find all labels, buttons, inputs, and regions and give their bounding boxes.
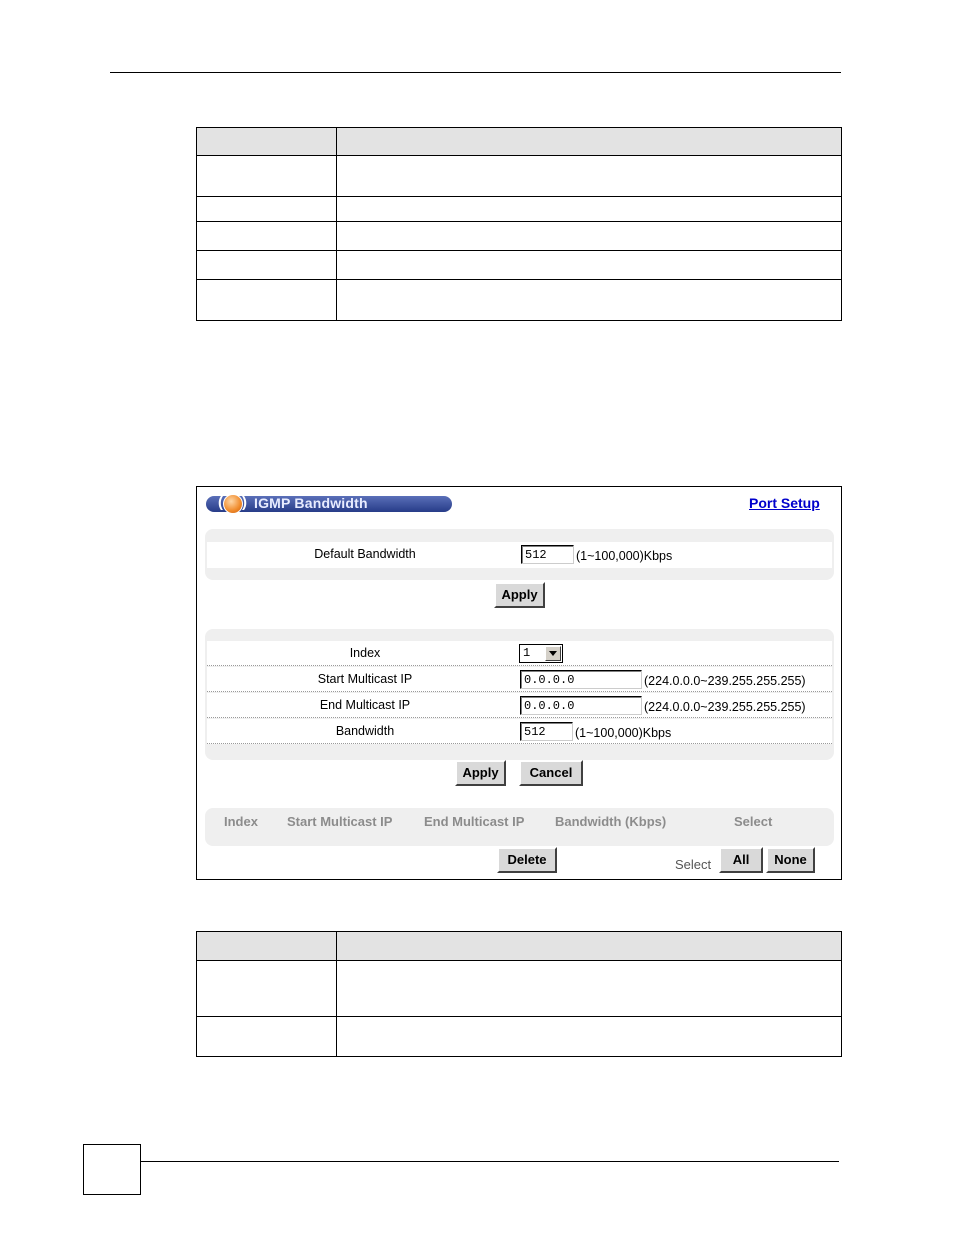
orb-icon [223,494,243,514]
column-header-bandwidth: Bandwidth (Kbps) [555,814,667,829]
select-none-button[interactable]: None [766,847,815,873]
title-bracket-right: ) [242,494,247,511]
table-cell [197,156,337,197]
end-ip-label: End Multicast IP [319,698,411,712]
page-title: IGMP Bandwidth [254,495,368,511]
delete-button[interactable]: Delete [497,847,557,873]
table-cell [337,197,842,222]
default-bandwidth-input[interactable]: 512 [521,545,574,564]
default-bandwidth-panel [205,529,834,580]
header-rule [110,72,841,73]
port-setup-link[interactable]: Port Setup [749,495,820,511]
bottom-doc-table [196,931,842,1057]
index-select[interactable] [519,644,563,663]
bandwidth-entry-panel [205,629,834,760]
top-doc-table [196,127,842,321]
default-bandwidth-label: Default Bandwidth [314,547,416,561]
default-bandwidth-hint: (1~100,000)Kbps [576,549,673,563]
table-header-cell [337,932,842,961]
index-select-value: 1 [523,646,531,660]
table-header-cell [337,128,842,156]
entry-cancel-button[interactable]: Cancel [519,760,583,786]
table-cell [337,222,842,251]
table-cell [337,156,842,197]
entry-apply-button[interactable]: Apply [455,760,506,786]
bandwidth-input[interactable]: 512 [520,722,573,741]
table-cell [337,280,842,321]
table-header-cell [197,932,337,961]
end-ip-hint: (224.0.0.0~239.255.255.255) [644,700,806,714]
table-cell [337,961,842,1017]
table-cell [197,280,337,321]
index-label: Index [349,646,381,660]
index-row [207,641,832,666]
title-bracket-left: ( [218,494,223,511]
table-cell [337,251,842,280]
table-cell [197,251,337,280]
default-bandwidth-row [207,542,832,568]
table-cell [197,1017,337,1057]
bandwidth-hint: (1~100,000)Kbps [575,726,672,740]
column-header-start-ip: Start Multicast IP [287,814,393,829]
column-header-select: Select [734,814,773,829]
start-ip-label: Start Multicast IP [317,672,413,686]
summary-table [205,808,834,846]
table-header-cell [197,128,337,156]
table-cell [197,197,337,222]
default-apply-button[interactable]: Apply [494,582,545,608]
column-header-end-ip: End Multicast IP [424,814,525,829]
table-cell [197,961,337,1017]
start-ip-hint: (224.0.0.0~239.255.255.255) [644,674,806,688]
table-cell [337,1017,842,1057]
page-number-box [83,1144,141,1195]
igmp-bandwidth-screen [196,486,842,880]
footer-rule [140,1161,839,1162]
end-ip-input[interactable]: 0.0.0.0 [520,696,642,715]
select-all-button[interactable]: All [719,847,763,873]
chevron-down-icon[interactable] [545,646,561,661]
end-ip-row [207,693,832,718]
bandwidth-label: Bandwidth [335,724,395,738]
title-bar [206,496,452,512]
bandwidth-row [207,719,832,744]
start-ip-input[interactable]: 0.0.0.0 [520,670,642,689]
select-label: Select [675,857,712,872]
start-ip-row [207,667,832,692]
column-header-index: Index [224,814,258,829]
table-cell [197,222,337,251]
